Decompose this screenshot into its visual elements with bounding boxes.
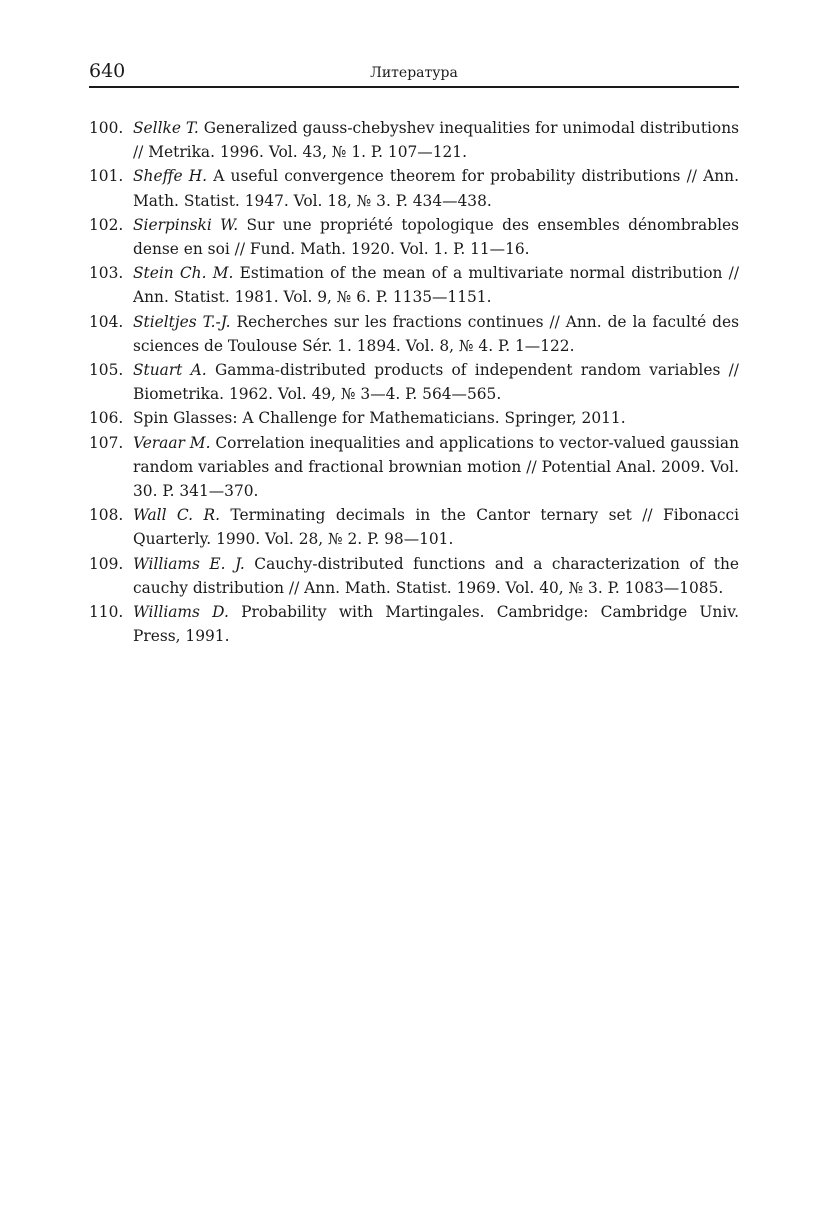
reference-number: 109.: [89, 554, 124, 573]
reference-author: Stieltjes T.-J.: [133, 312, 231, 331]
reference-author: Sheffe H.: [133, 167, 208, 186]
reference-details: Probability with Martingales. Cambridge: Cambridge Univ. Press, 1991.: [133, 603, 739, 646]
reference-number: 104.: [89, 312, 124, 331]
reference-number: 102.: [89, 215, 124, 234]
reference-author: Williams E. J.: [133, 554, 245, 573]
reference-item: [89, 310, 739, 358]
reference-details: Correlation inequalities and applications to vector-valued gaussian random variables and fractional brownian motion // Potential Anal. 2009. Vol. 30. P. 341—370.: [133, 433, 740, 501]
reference-list: [89, 116, 739, 648]
reference-entry: [133, 358, 739, 406]
reference-number: 103.: [89, 264, 124, 283]
reference-author: Williams D.: [133, 603, 229, 622]
reference-number: 106.: [89, 409, 124, 428]
reference-details: Sur une propriété topologique des ensembles dénombrables dense en soi // Fund. Math. 1920. Vol. 1. P. 11—16.: [133, 215, 739, 259]
reference-number: 107.: [89, 433, 124, 452]
reference-details: A useful convergence theorem for probability distributions // Ann. Math. Statist. 1947. Vol. 18, № 3. P. 434—438.: [133, 167, 739, 210]
reference-item: [89, 261, 739, 309]
reference-item: [89, 116, 739, 164]
reference-item: [89, 358, 739, 406]
reference-entry: [133, 406, 739, 430]
reference-number: 100.: [89, 119, 124, 137]
reference-item: [89, 431, 739, 504]
reference-details: Estimation of the mean of a multivariate normal distribution // Ann. Statist. 1981. Vol. 9, № 6. P. 1135—1151.: [133, 264, 739, 307]
reference-entry: [133, 116, 739, 164]
reference-details: Cauchy-distributed functions and a characterization of the cauchy distribution // Ann. Math. Statist. 1969. Vol. 40, № 3. P. 1083—1085.: [133, 554, 739, 597]
reference-number: 110.: [89, 603, 124, 622]
reference-author: Stein Ch. M.: [133, 264, 234, 283]
reference-entry: [133, 164, 739, 212]
reference-number: 108.: [89, 506, 124, 525]
reference-entry: [133, 310, 739, 358]
reference-author: Sierpinski W.: [133, 215, 239, 234]
reference-entry: [133, 431, 739, 504]
running-title: Литература: [370, 65, 458, 81]
reference-details: Terminating decimals in the Cantor ternary set // Fibonacci Quarterly. 1990. Vol. 28, № 2. P. 98—101.: [133, 506, 739, 549]
reference-number: 105.: [89, 361, 124, 380]
reference-entry: [133, 213, 739, 261]
reference-author: Stuart A.: [133, 361, 207, 380]
reference-number: 101.: [89, 167, 124, 186]
reference-details: Spin Glasses: A Challenge for Mathematicians. Springer, 2011.: [133, 409, 626, 428]
reference-item: [89, 213, 739, 261]
reference-entry: [133, 600, 739, 648]
reference-entry: [133, 552, 739, 600]
reference-details: Generalized gauss-chebyshev inequalities for unimodal distributions // Metrika. 1996. Vol. 43, № 1. P. 107—121.: [133, 119, 740, 162]
reference-entry: [133, 503, 739, 551]
reference-item: [89, 406, 739, 430]
reference-item: [89, 503, 739, 551]
page-header: [89, 58, 739, 88]
reference-author: Veraar M.: [133, 433, 211, 452]
reference-author: Wall C. R.: [133, 506, 220, 525]
page-number: 640: [89, 60, 126, 82]
reference-entry: [133, 261, 739, 309]
reference-item: [89, 600, 739, 648]
reference-details: Recherches sur les fractions continues // Ann. de la faculté des sciences de Toulouse Sér. 1. 1894. Vol. 8, № 4. P. 1—122.: [133, 312, 740, 355]
reference-details: Gamma-distributed products of independent random variables // Biometrika. 1962. Vol. 49, № 3—4. P. 564—565.: [133, 361, 739, 404]
reference-author: Sellke T.: [133, 119, 199, 137]
reference-item: [89, 164, 739, 212]
reference-item: [89, 552, 739, 600]
